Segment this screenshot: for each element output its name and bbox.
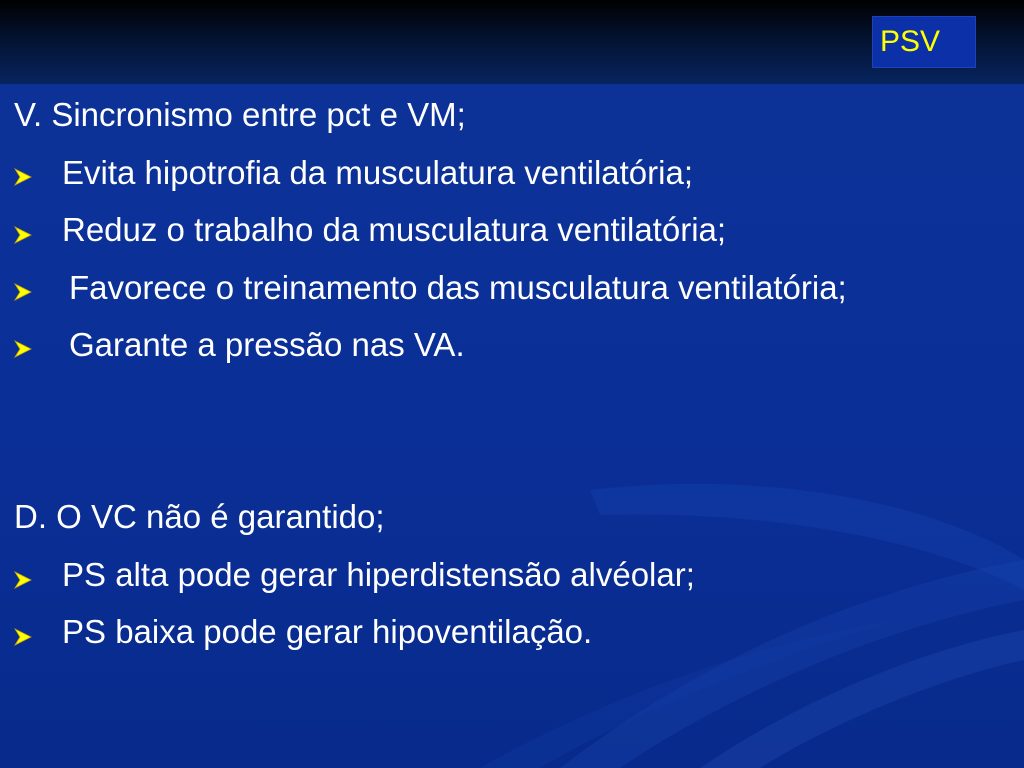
section-heading: D. O VC não é garantido; [14,498,385,535]
bullet-text: Evita hipotrofia da musculatura ventilatória; [62,154,693,191]
slide-title: PSV [880,25,941,58]
bullet-text: Favorece o treinamento das musculatura ventilatória; [69,269,847,306]
arrowhead-bullet-icon [12,626,34,648]
section-heading: V. Sincronismo entre pct e VM; [14,96,466,133]
bullet-text: PS alta pode gerar hiperdistensão alvéolar; [62,556,695,593]
bullet-text: Garante a pressão nas VA. [69,326,465,363]
arrowhead-bullet-icon [12,281,34,303]
arrowhead-bullet-icon [12,569,34,591]
bullet-text: PS baixa pode gerar hipoventilação. [62,613,593,650]
arrowhead-bullet-icon [12,224,34,246]
bullet-text: Reduz o trabalho da musculatura ventilatória; [62,211,727,248]
title-band [0,0,1024,84]
arrowhead-bullet-icon [12,166,34,188]
arrowhead-bullet-icon [12,338,34,360]
